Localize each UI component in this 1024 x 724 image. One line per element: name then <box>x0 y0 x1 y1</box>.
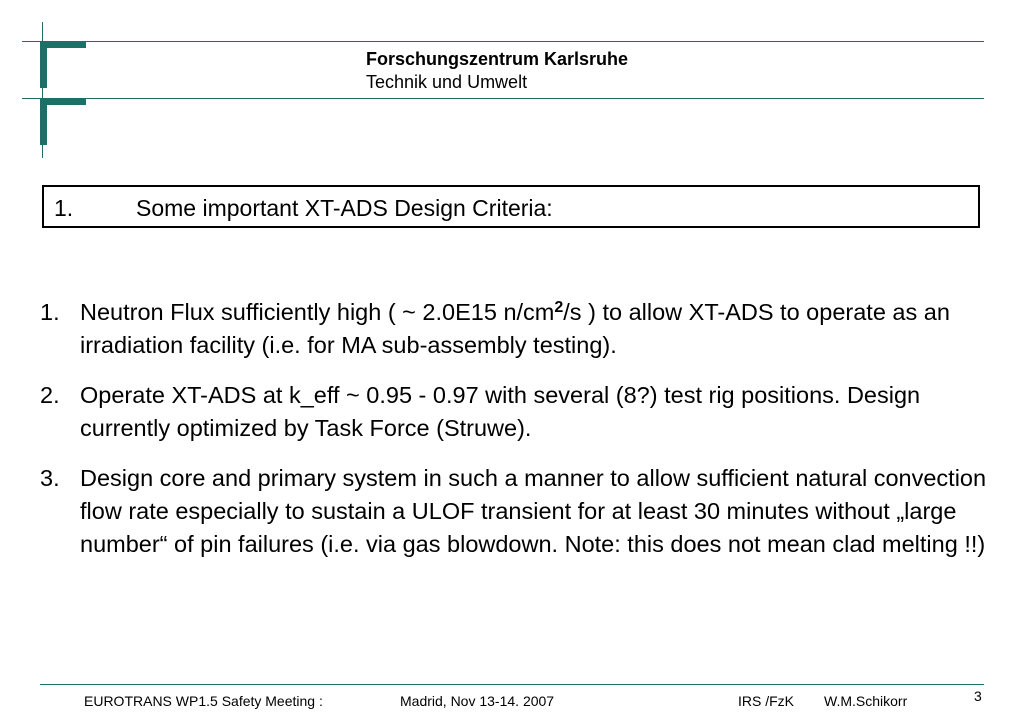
footer-institute: IRS /FzK <box>738 693 795 709</box>
list-item <box>40 296 1000 362</box>
organization-subtitle: Technik und Umwelt <box>366 72 528 92</box>
list-item <box>40 462 1000 561</box>
list-item-number: 1. <box>40 299 60 325</box>
page-number: 3 <box>974 688 982 704</box>
list-item-number: 2. <box>40 382 60 408</box>
list-item-text: Operate XT-ADS at k_eff ~ 0.95 - 0.97 with several (8?) test rig positions. Design currently optimized by Task Force (Struwe). <box>80 382 921 441</box>
logo-vertical-rule <box>42 22 43 158</box>
header-bottom-rule <box>22 98 984 99</box>
section-title: Some important XT-ADS Design Criteria: <box>136 195 553 221</box>
list-item-text: Design core and primary system in such a manner to allow sufficient natural convection flow rate especially to sustain a ULOF transient for at least 30 minutes without „large number“ of pin failures (i.e. via gas blowdown. Note: this does not mean clad melting !!) <box>80 465 987 557</box>
section-number: 1. <box>54 195 74 221</box>
footer-place-date: Madrid, Nov 13-14. 2007 <box>400 693 555 709</box>
criteria-list <box>40 296 1000 578</box>
footer-author: W.M.Schikorr <box>824 693 908 709</box>
list-item-text <box>80 296 1000 362</box>
list-item-text-part: Neutron Flux sufficiently high ( ~ 2.0E15 n/cm <box>80 299 555 325</box>
section-title-box <box>42 185 980 228</box>
list-item-text-part: /s ) to allow XT-ADS to operate as an irradiation facility (i.e. for MA sub-assembly testing). <box>80 299 950 358</box>
list-item <box>40 379 1000 445</box>
logo-bar-upper-horizontal <box>40 41 86 48</box>
footer-meeting: EUROTRANS WP1.5 Safety Meeting : <box>84 693 323 709</box>
logo-bar-lower-horizontal <box>40 98 86 105</box>
list-item-number: 3. <box>40 465 60 491</box>
organization-name: Forschungszentrum Karlsruhe <box>366 49 629 69</box>
superscript: 2 <box>554 299 564 316</box>
header-top-rule <box>22 41 984 42</box>
footer-rule <box>40 684 984 685</box>
